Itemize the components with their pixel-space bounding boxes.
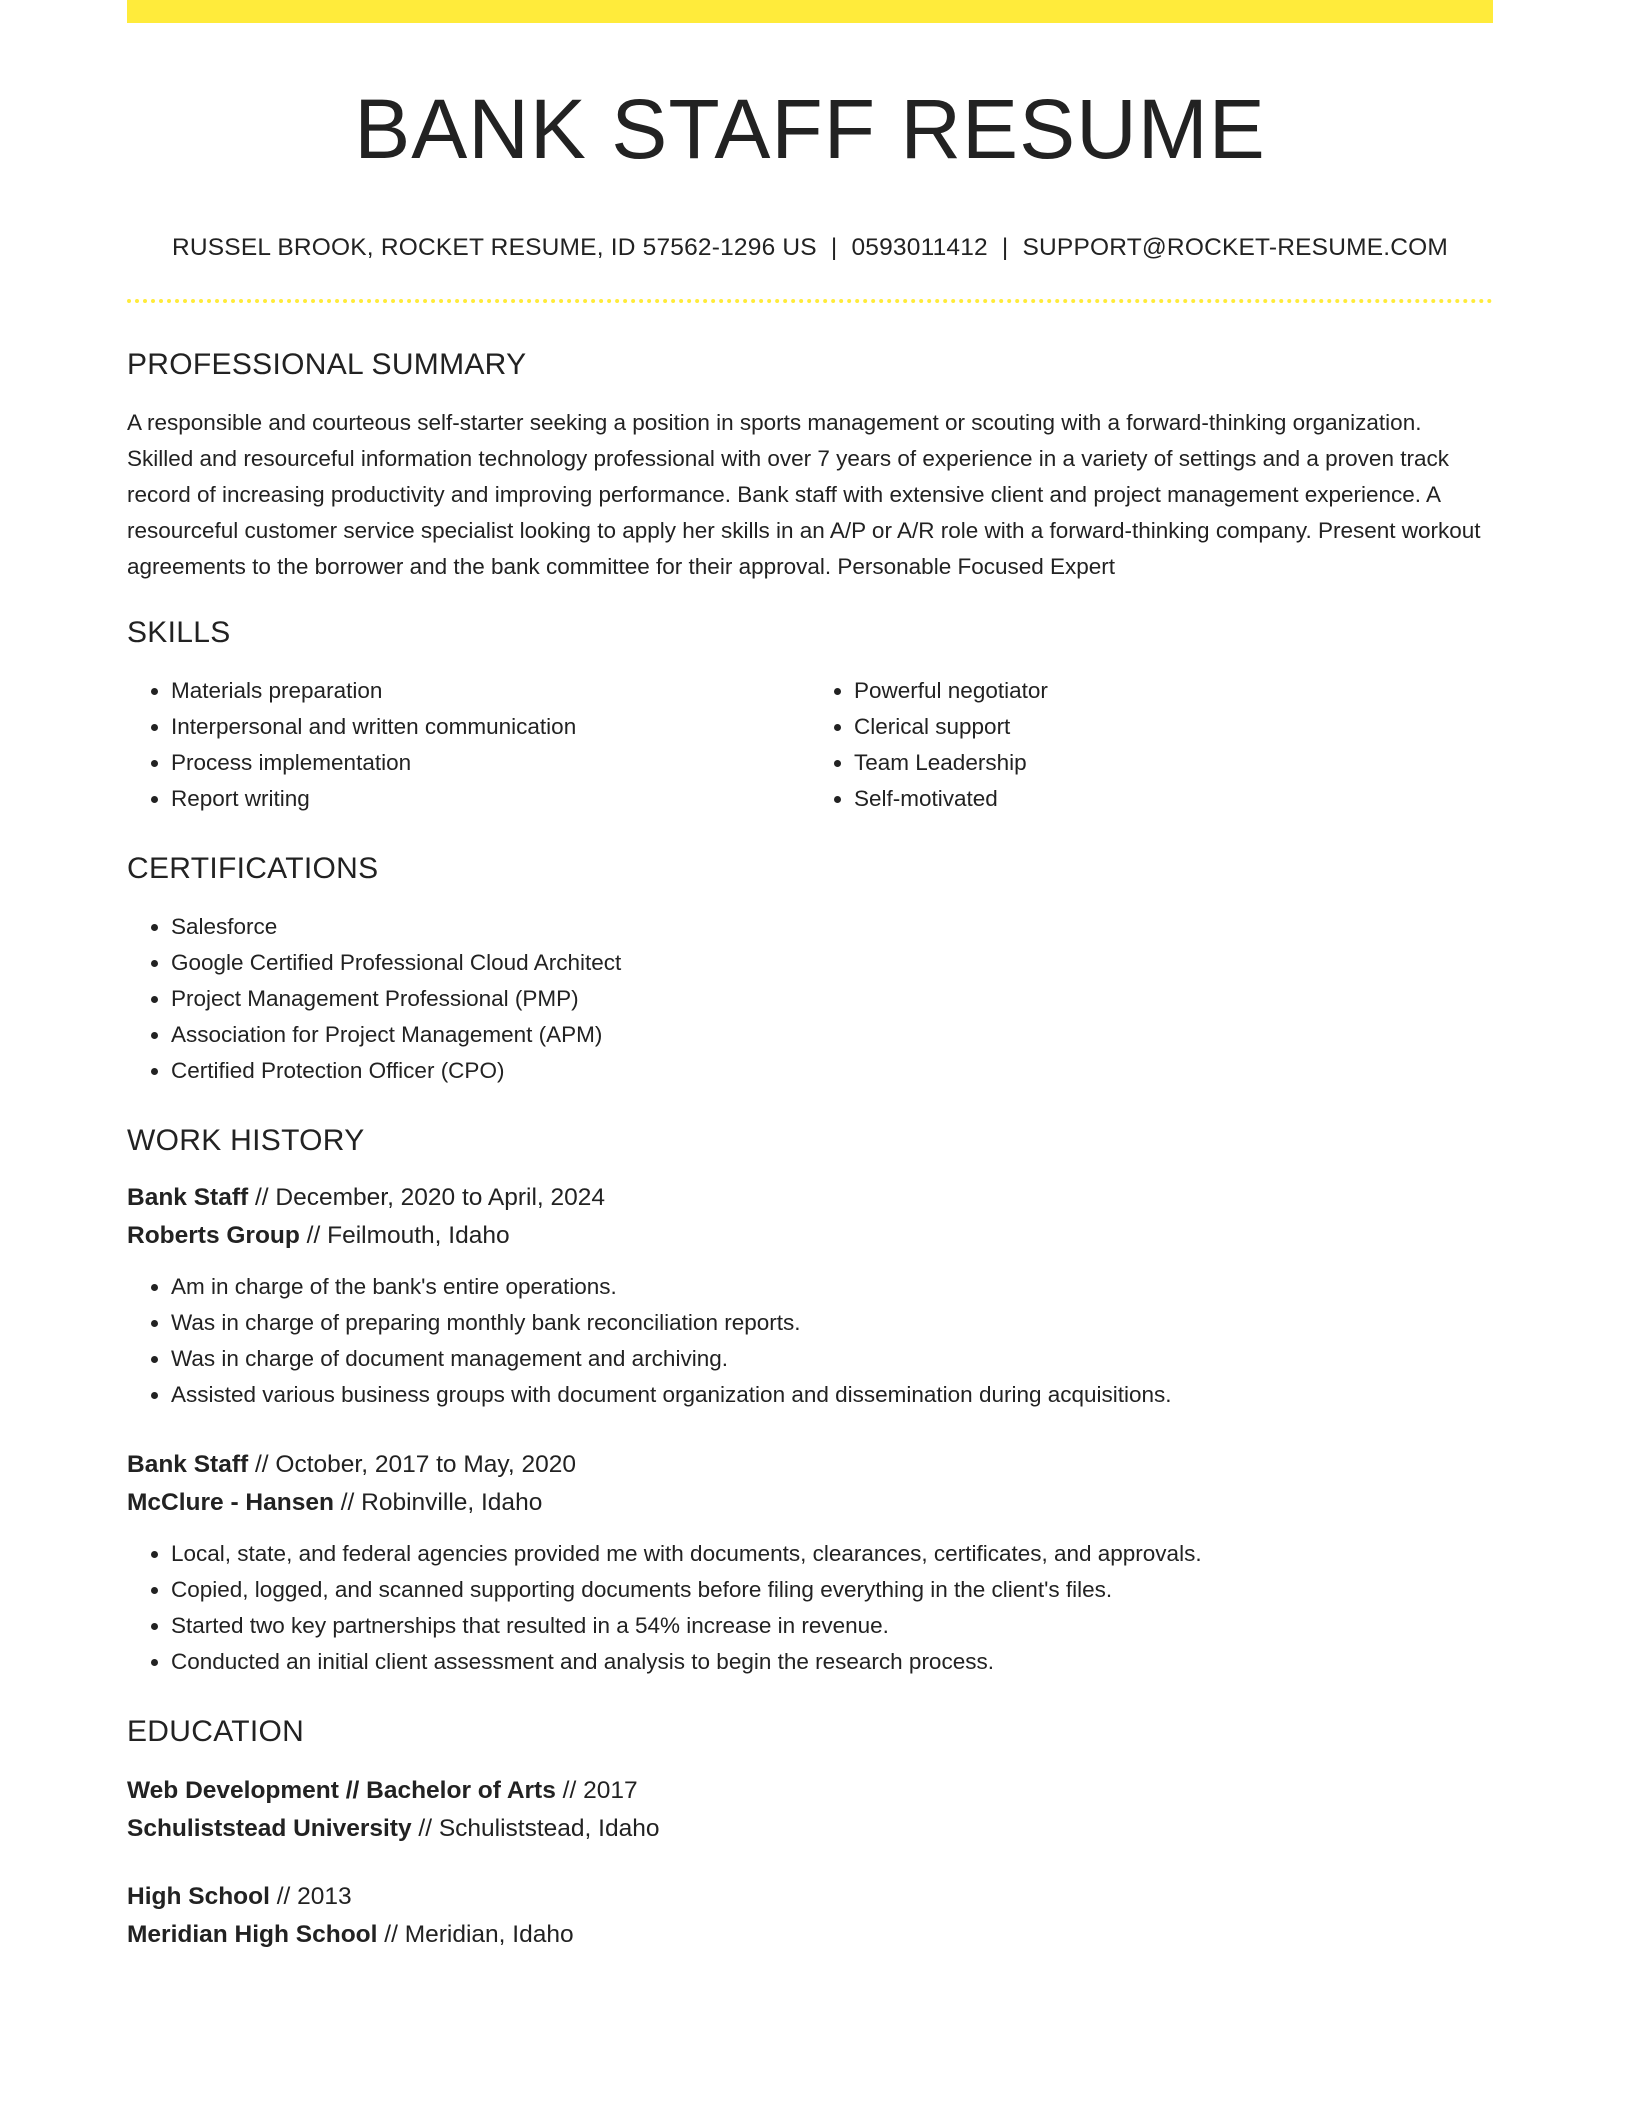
skill-item: • Clerical support [854, 709, 1493, 745]
job-title: Bank Staff [127, 1451, 249, 1478]
skill-item: • Self-motivated [854, 781, 1493, 817]
job-duties-list [127, 1536, 1493, 1680]
contact-separator: | [1001, 234, 1009, 261]
job-dates: December, 2020 to April, 2024 [275, 1184, 606, 1211]
education-degree-line [127, 1878, 1493, 1916]
education-location: Meridian, Idaho [404, 1921, 574, 1948]
certification-item: • Salesforce [171, 909, 1493, 945]
job-duty-item: • Assisted various business groups with document organization and dissemination during acquisitions. [171, 1377, 1493, 1413]
job-company-line [127, 1484, 1493, 1522]
job-duty-item: • Started two key partnerships that resulted in a 54% increase in revenue. [171, 1608, 1493, 1644]
education-school: Meridian High School [127, 1921, 378, 1948]
dotted-divider [127, 299, 1493, 303]
job-entry [127, 1179, 1493, 1413]
job-separator: // [333, 1489, 362, 1516]
summary-heading: PROFESSIONAL SUMMARY [127, 348, 527, 381]
summary-text: A responsible and courteous self-starter seeking a position in sports management or scouting with a forward-thinking organization. Skilled and resourceful information technology professional with over 7 years of experience in a variety of settings and a proven track record of increasing productivity and improving performance. Bank staff with extensive client and project management experience. A resourceful customer service specialist looking to apply her skills in an A/P or A/R role with a forward-thinking company. Present workout agreements to the borrower and the bank committee for their approval. Personable Focused Expert [127, 410, 1481, 579]
education-school-line [127, 1916, 1493, 1954]
education-separator: // [377, 1921, 405, 1948]
job-separator: // [248, 1451, 276, 1478]
job-separator: // [299, 1222, 328, 1249]
education-year: 2017 [583, 1777, 638, 1804]
job-company-line [127, 1217, 1493, 1255]
education-school-line [127, 1810, 1493, 1848]
job-duties-list [127, 1269, 1493, 1413]
contact-line [127, 233, 1493, 263]
job-title-line [127, 1446, 1493, 1484]
education-school: Schuliststead University [127, 1815, 412, 1842]
resume-page [127, 0, 1493, 1954]
education-entry [127, 1772, 1493, 1848]
job-title: Bank Staff [127, 1184, 249, 1211]
skill-item: • Interpersonal and written communication [171, 709, 810, 745]
job-location: Robinville, Idaho [361, 1489, 543, 1516]
skill-item: • Team Leadership [854, 745, 1493, 781]
certification-item: • Certified Protection Officer (CPO) [171, 1053, 1493, 1089]
job-separator: // [248, 1184, 276, 1211]
contact-address: RUSSEL BROOK, ROCKET RESUME, ID 57562-1296 US [171, 234, 817, 261]
skill-item: • Process implementation [171, 745, 810, 781]
job-entry [127, 1446, 1493, 1680]
accent-top-bar [127, 0, 1493, 23]
education-heading: EDUCATION [127, 1715, 305, 1748]
job-duty-item: • Local, state, and federal agencies provided me with documents, clearances, certificates, and approvals. [171, 1536, 1493, 1572]
job-duty-item: • Was in charge of preparing monthly bank reconciliation reports. [171, 1305, 1493, 1341]
education-degree: High School [127, 1883, 270, 1910]
job-location: Feilmouth, Idaho [327, 1222, 510, 1249]
resume-title: BANK STAFF RESUME [354, 82, 1266, 176]
work-history-heading: WORK HISTORY [127, 1124, 365, 1157]
certifications-list [127, 909, 1493, 1089]
certification-item: • Project Management Professional (PMP) [171, 981, 1493, 1017]
job-duty-item: • Conducted an initial client assessment and analysis to begin the research process. [171, 1644, 1493, 1680]
education-separator: // [411, 1815, 439, 1842]
skill-item: • Materials preparation [171, 673, 810, 709]
education-entry [127, 1878, 1493, 1954]
contact-phone: 0593011412 [851, 234, 988, 261]
contact-separator: | [830, 234, 838, 261]
skill-item: • Powerful negotiator [854, 673, 1493, 709]
skills-columns [127, 673, 1493, 817]
certification-item: • Association for Project Management (APM) [171, 1017, 1493, 1053]
education-location: Schuliststead, Idaho [438, 1815, 660, 1842]
job-dates: October, 2017 to May, 2020 [275, 1451, 576, 1478]
skills-list-right [810, 673, 1493, 817]
contact-email: SUPPORT@ROCKET-RESUME.COM [1022, 234, 1449, 261]
education-degree-line [127, 1772, 1493, 1810]
education-degree: Web Development // Bachelor of Arts [127, 1777, 556, 1804]
job-title-line [127, 1179, 1493, 1217]
skills-heading: SKILLS [127, 616, 231, 649]
certifications-heading: CERTIFICATIONS [127, 852, 379, 885]
education-year: 2013 [297, 1883, 352, 1910]
job-company: McClure - Hansen [127, 1489, 334, 1516]
certification-item: • Google Certified Professional Cloud Architect [171, 945, 1493, 981]
job-duty-item: • Was in charge of document management and archiving. [171, 1341, 1493, 1377]
job-company: Roberts Group [127, 1222, 300, 1249]
education-separator: // [269, 1883, 298, 1910]
skills-list-left [127, 673, 810, 817]
education-separator: // [555, 1777, 584, 1804]
job-duty-item: • Am in charge of the bank's entire operations. [171, 1269, 1493, 1305]
skill-item: • Report writing [171, 781, 810, 817]
job-duty-item: • Copied, logged, and scanned supporting documents before filing everything in the client's files. [171, 1572, 1493, 1608]
